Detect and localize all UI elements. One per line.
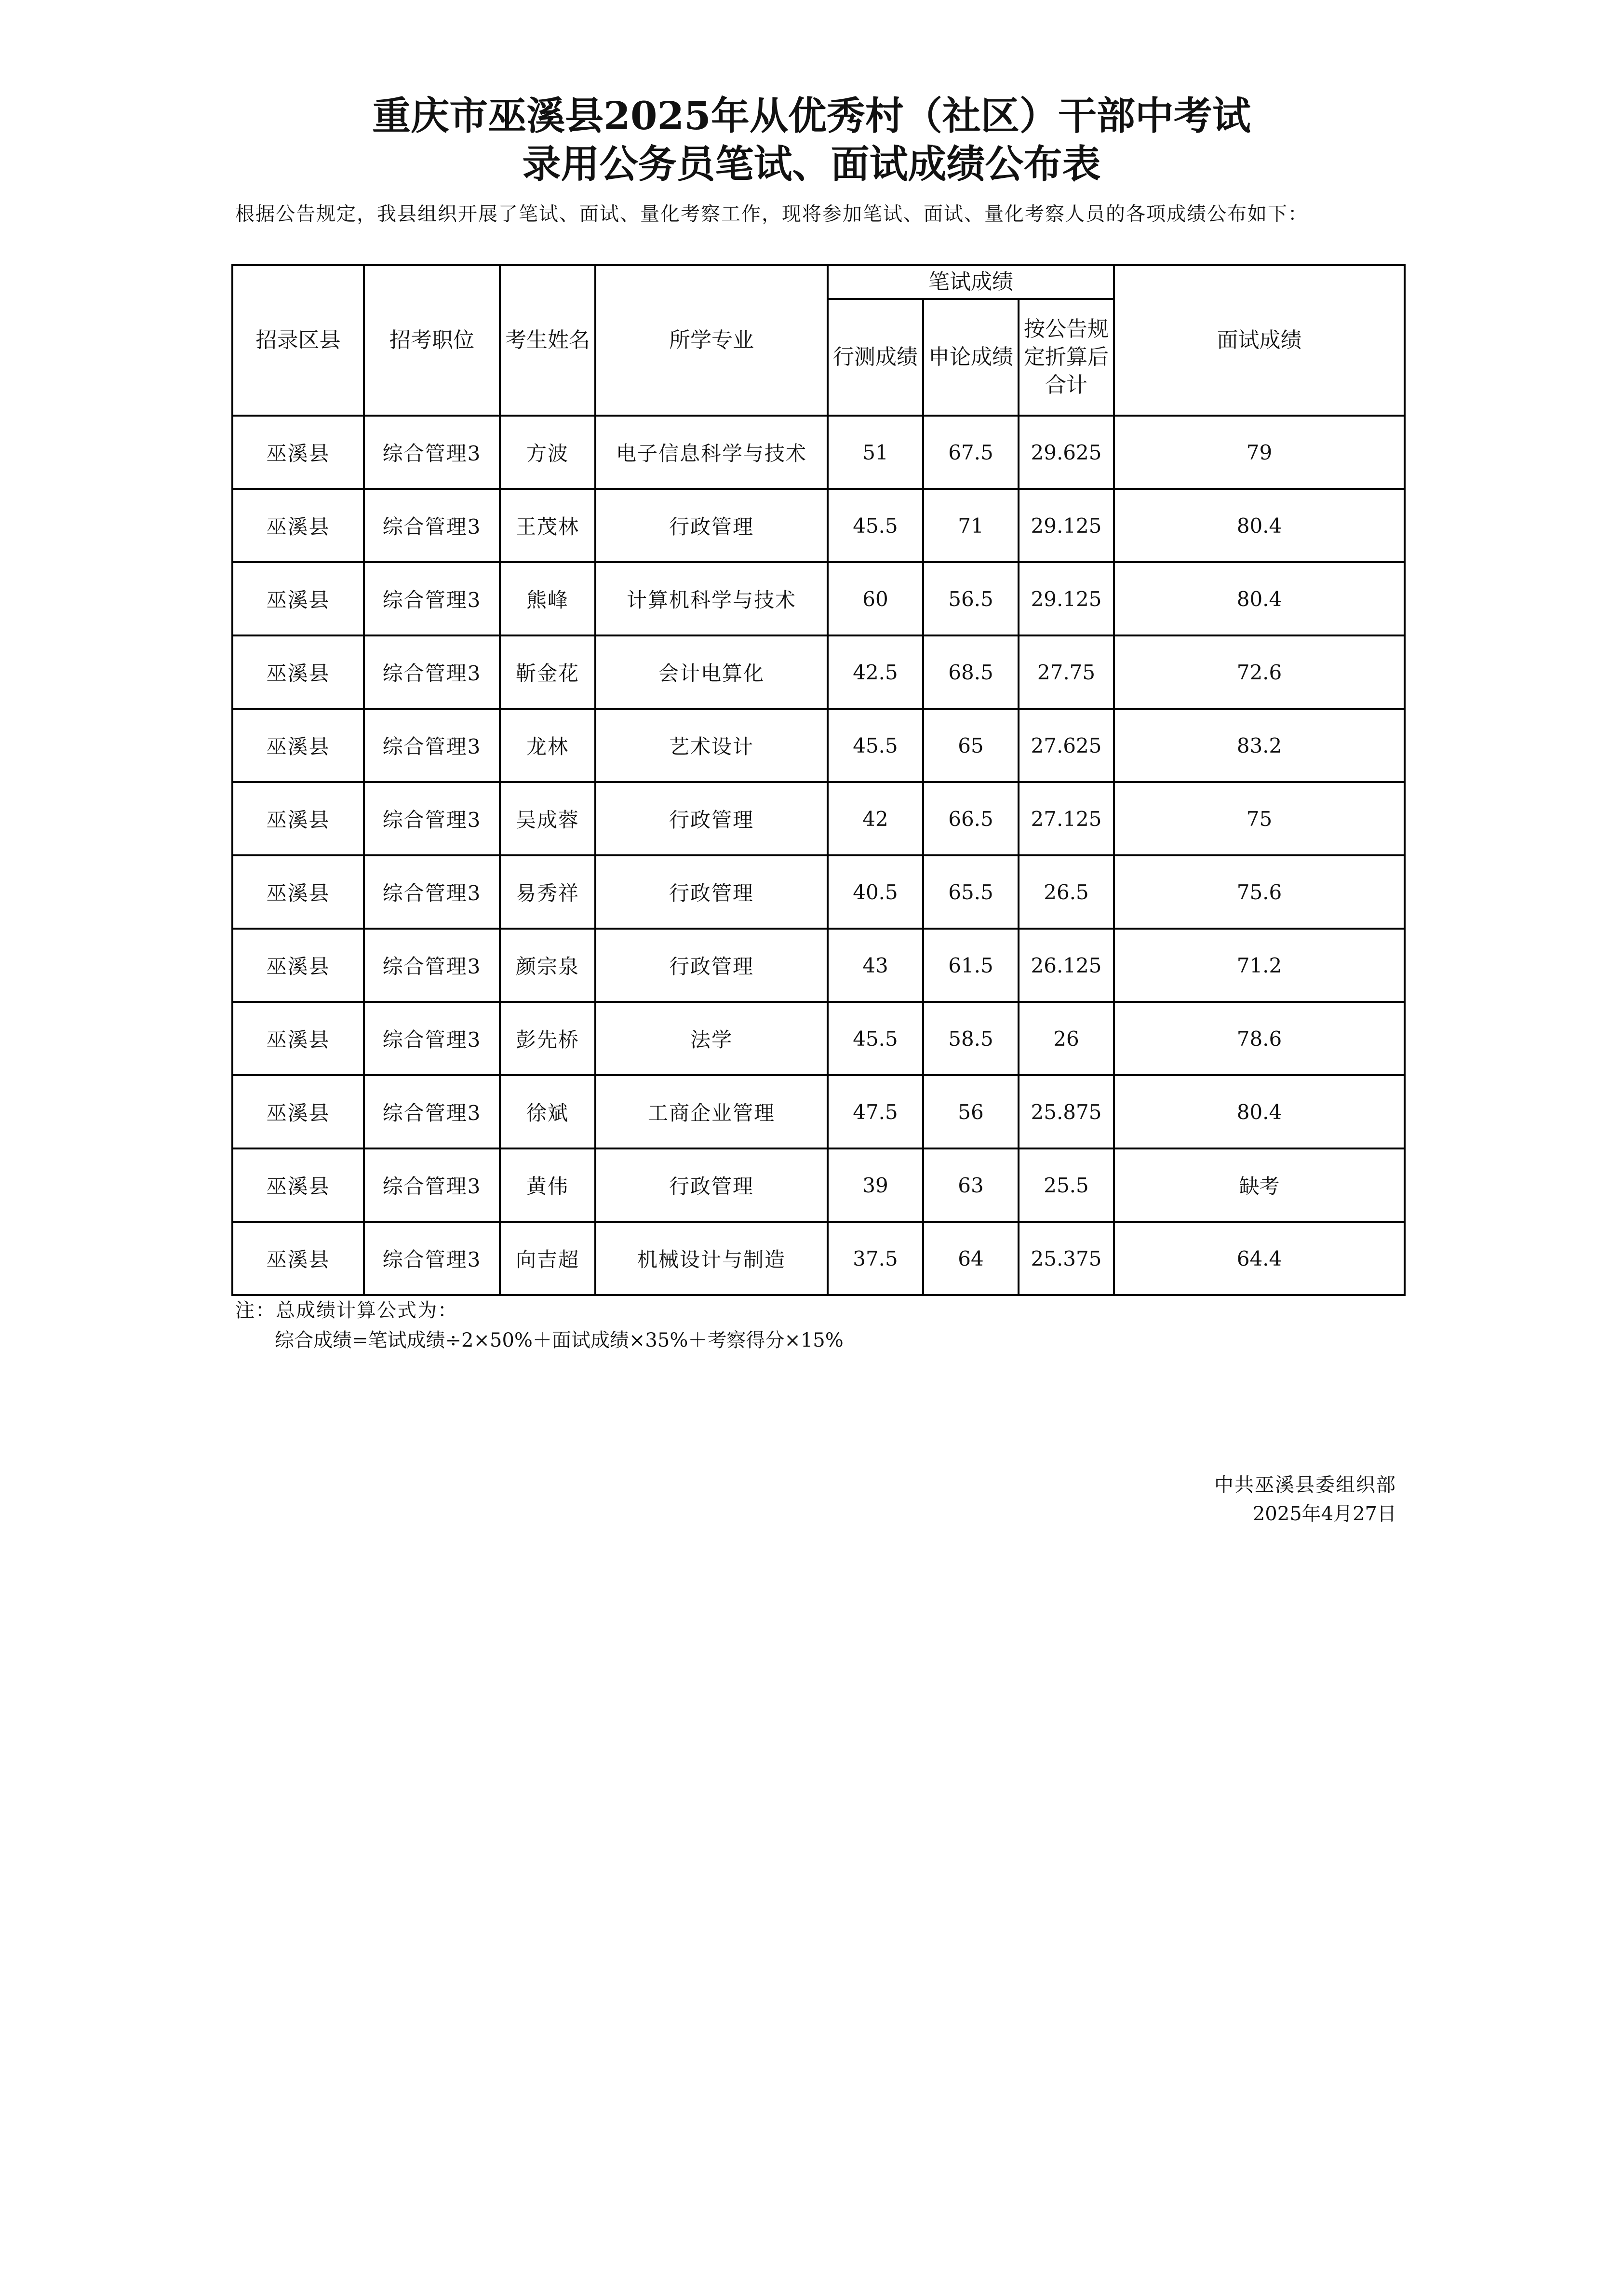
cell-district: 巫溪县	[232, 1075, 364, 1148]
document-title-line1: 重庆市巫溪县2025年从优秀村（社区）干部中考试	[372, 93, 1251, 138]
header-shenlun: 申论成绩	[923, 299, 1019, 416]
cell-name: 彭先桥	[500, 1002, 595, 1075]
cell-position: 综合管理3	[364, 929, 500, 1002]
cell-position: 综合管理3	[364, 1075, 500, 1148]
header-name: 考生姓名	[500, 265, 595, 416]
signature-organization: 中共巫溪县委组织部	[1214, 1474, 1396, 1496]
cell-district: 巫溪县	[232, 782, 364, 855]
cell-xingce: 51	[828, 416, 923, 489]
table-row	[232, 416, 1405, 489]
cell-district: 巫溪县	[232, 929, 364, 1002]
cell-major: 会计电算化	[595, 635, 828, 709]
cell-position: 综合管理3	[364, 635, 500, 709]
cell-xingce: 37.5	[828, 1222, 923, 1295]
cell-major: 电子信息科学与技术	[595, 416, 828, 489]
cell-name: 易秀祥	[500, 855, 595, 929]
table-row	[232, 1002, 1405, 1075]
cell-shenlun: 65	[923, 709, 1019, 782]
cell-position: 综合管理3	[364, 709, 500, 782]
cell-interview: 79	[1114, 416, 1405, 489]
table-row	[232, 489, 1405, 562]
cell-interview: 72.6	[1114, 635, 1405, 709]
table-row	[232, 1075, 1405, 1148]
cell-position: 综合管理3	[364, 562, 500, 635]
cell-shenlun: 63	[923, 1148, 1019, 1222]
document-title-line2: 录用公务员笔试、面试成绩公布表	[522, 141, 1101, 187]
header-converted: 按公告规定折算后合计	[1019, 299, 1114, 416]
table-row	[232, 635, 1405, 709]
cell-interview: 80.4	[1114, 489, 1405, 562]
cell-interview: 83.2	[1114, 709, 1405, 782]
cell-major: 行政管理	[595, 929, 828, 1002]
cell-converted: 27.125	[1019, 782, 1114, 855]
cell-major: 计算机科学与技术	[595, 562, 828, 635]
cell-major: 行政管理	[595, 855, 828, 929]
cell-major: 工商企业管理	[595, 1075, 828, 1148]
header-interview: 面试成绩	[1114, 265, 1405, 416]
cell-name: 熊峰	[500, 562, 595, 635]
cell-major: 法学	[595, 1002, 828, 1075]
cell-shenlun: 66.5	[923, 782, 1019, 855]
cell-interview: 80.4	[1114, 562, 1405, 635]
intro-paragraph: 根据公告规定，我县组织开展了笔试、面试、量化考察工作，现将参加笔试、面试、量化考察人员的各项成绩公布如下：	[235, 203, 1308, 225]
cell-name: 王茂林	[500, 489, 595, 562]
cell-interview: 71.2	[1114, 929, 1405, 1002]
cell-shenlun: 61.5	[923, 929, 1019, 1002]
cell-position: 综合管理3	[364, 1002, 500, 1075]
cell-district: 巫溪县	[232, 1148, 364, 1222]
cell-major: 艺术设计	[595, 709, 828, 782]
cell-interview: 75	[1114, 782, 1405, 855]
cell-district: 巫溪县	[232, 1002, 364, 1075]
cell-district: 巫溪县	[232, 635, 364, 709]
cell-interview: 75.6	[1114, 855, 1405, 929]
cell-position: 综合管理3	[364, 855, 500, 929]
cell-converted: 26	[1019, 1002, 1114, 1075]
table-row	[232, 709, 1405, 782]
scores-table	[231, 264, 1406, 1296]
cell-converted: 25.5	[1019, 1148, 1114, 1222]
cell-district: 巫溪县	[232, 1222, 364, 1295]
formula-note-label: 注：总成绩计算公式为：	[235, 1299, 458, 1322]
cell-shenlun: 67.5	[923, 416, 1019, 489]
cell-converted: 29.625	[1019, 416, 1114, 489]
cell-name: 向吉超	[500, 1222, 595, 1295]
cell-major: 行政管理	[595, 1148, 828, 1222]
cell-district: 巫溪县	[232, 489, 364, 562]
cell-shenlun: 56.5	[923, 562, 1019, 635]
header-district: 招录区县	[232, 265, 364, 416]
cell-district: 巫溪县	[232, 709, 364, 782]
table-row	[232, 562, 1405, 635]
table-row	[232, 855, 1405, 929]
cell-major: 机械设计与制造	[595, 1222, 828, 1295]
cell-position: 综合管理3	[364, 1148, 500, 1222]
cell-district: 巫溪县	[232, 416, 364, 489]
cell-name: 龙林	[500, 709, 595, 782]
cell-name: 黄伟	[500, 1148, 595, 1222]
cell-converted: 25.375	[1019, 1222, 1114, 1295]
cell-xingce: 45.5	[828, 489, 923, 562]
header-xingce: 行测成绩	[828, 299, 923, 416]
cell-position: 综合管理3	[364, 489, 500, 562]
header-written-group: 笔试成绩	[828, 265, 1114, 299]
cell-xingce: 45.5	[828, 1002, 923, 1075]
cell-major: 行政管理	[595, 782, 828, 855]
header-major: 所学专业	[595, 265, 828, 416]
cell-name: 方波	[500, 416, 595, 489]
cell-position: 综合管理3	[364, 1222, 500, 1295]
cell-interview: 80.4	[1114, 1075, 1405, 1148]
cell-xingce: 60	[828, 562, 923, 635]
cell-converted: 25.875	[1019, 1075, 1114, 1148]
cell-district: 巫溪县	[232, 562, 364, 635]
cell-name: 靳金花	[500, 635, 595, 709]
cell-xingce: 43	[828, 929, 923, 1002]
cell-major: 行政管理	[595, 489, 828, 562]
cell-converted: 29.125	[1019, 562, 1114, 635]
table-row	[232, 1148, 1405, 1222]
cell-converted: 26.5	[1019, 855, 1114, 929]
cell-xingce: 47.5	[828, 1075, 923, 1148]
cell-name: 颜宗泉	[500, 929, 595, 1002]
cell-district: 巫溪县	[232, 855, 364, 929]
cell-interview: 缺考	[1114, 1148, 1405, 1222]
cell-name: 吴成蓉	[500, 782, 595, 855]
cell-shenlun: 64	[923, 1222, 1019, 1295]
cell-shenlun: 56	[923, 1075, 1019, 1148]
formula-note-text: 综合成绩=笔试成绩÷2×50%＋面试成绩×35%＋考察得分×15%	[275, 1329, 844, 1351]
cell-shenlun: 65.5	[923, 855, 1019, 929]
cell-xingce: 39	[828, 1148, 923, 1222]
cell-shenlun: 68.5	[923, 635, 1019, 709]
cell-xingce: 42	[828, 782, 923, 855]
cell-xingce: 40.5	[828, 855, 923, 929]
table-row	[232, 929, 1405, 1002]
cell-converted: 27.625	[1019, 709, 1114, 782]
header-position: 招考职位	[364, 265, 500, 416]
table-row	[232, 1222, 1405, 1295]
cell-xingce: 45.5	[828, 709, 923, 782]
table-row	[232, 782, 1405, 855]
cell-shenlun: 71	[923, 489, 1019, 562]
cell-xingce: 42.5	[828, 635, 923, 709]
cell-converted: 27.75	[1019, 635, 1114, 709]
cell-shenlun: 58.5	[923, 1002, 1019, 1075]
signature-date: 2025年4月27日	[1252, 1503, 1396, 1525]
cell-interview: 64.4	[1114, 1222, 1405, 1295]
cell-position: 综合管理3	[364, 416, 500, 489]
cell-name: 徐斌	[500, 1075, 595, 1148]
cell-position: 综合管理3	[364, 782, 500, 855]
cell-converted: 26.125	[1019, 929, 1114, 1002]
table-body	[232, 416, 1405, 1295]
cell-interview: 78.6	[1114, 1002, 1405, 1075]
cell-converted: 29.125	[1019, 489, 1114, 562]
